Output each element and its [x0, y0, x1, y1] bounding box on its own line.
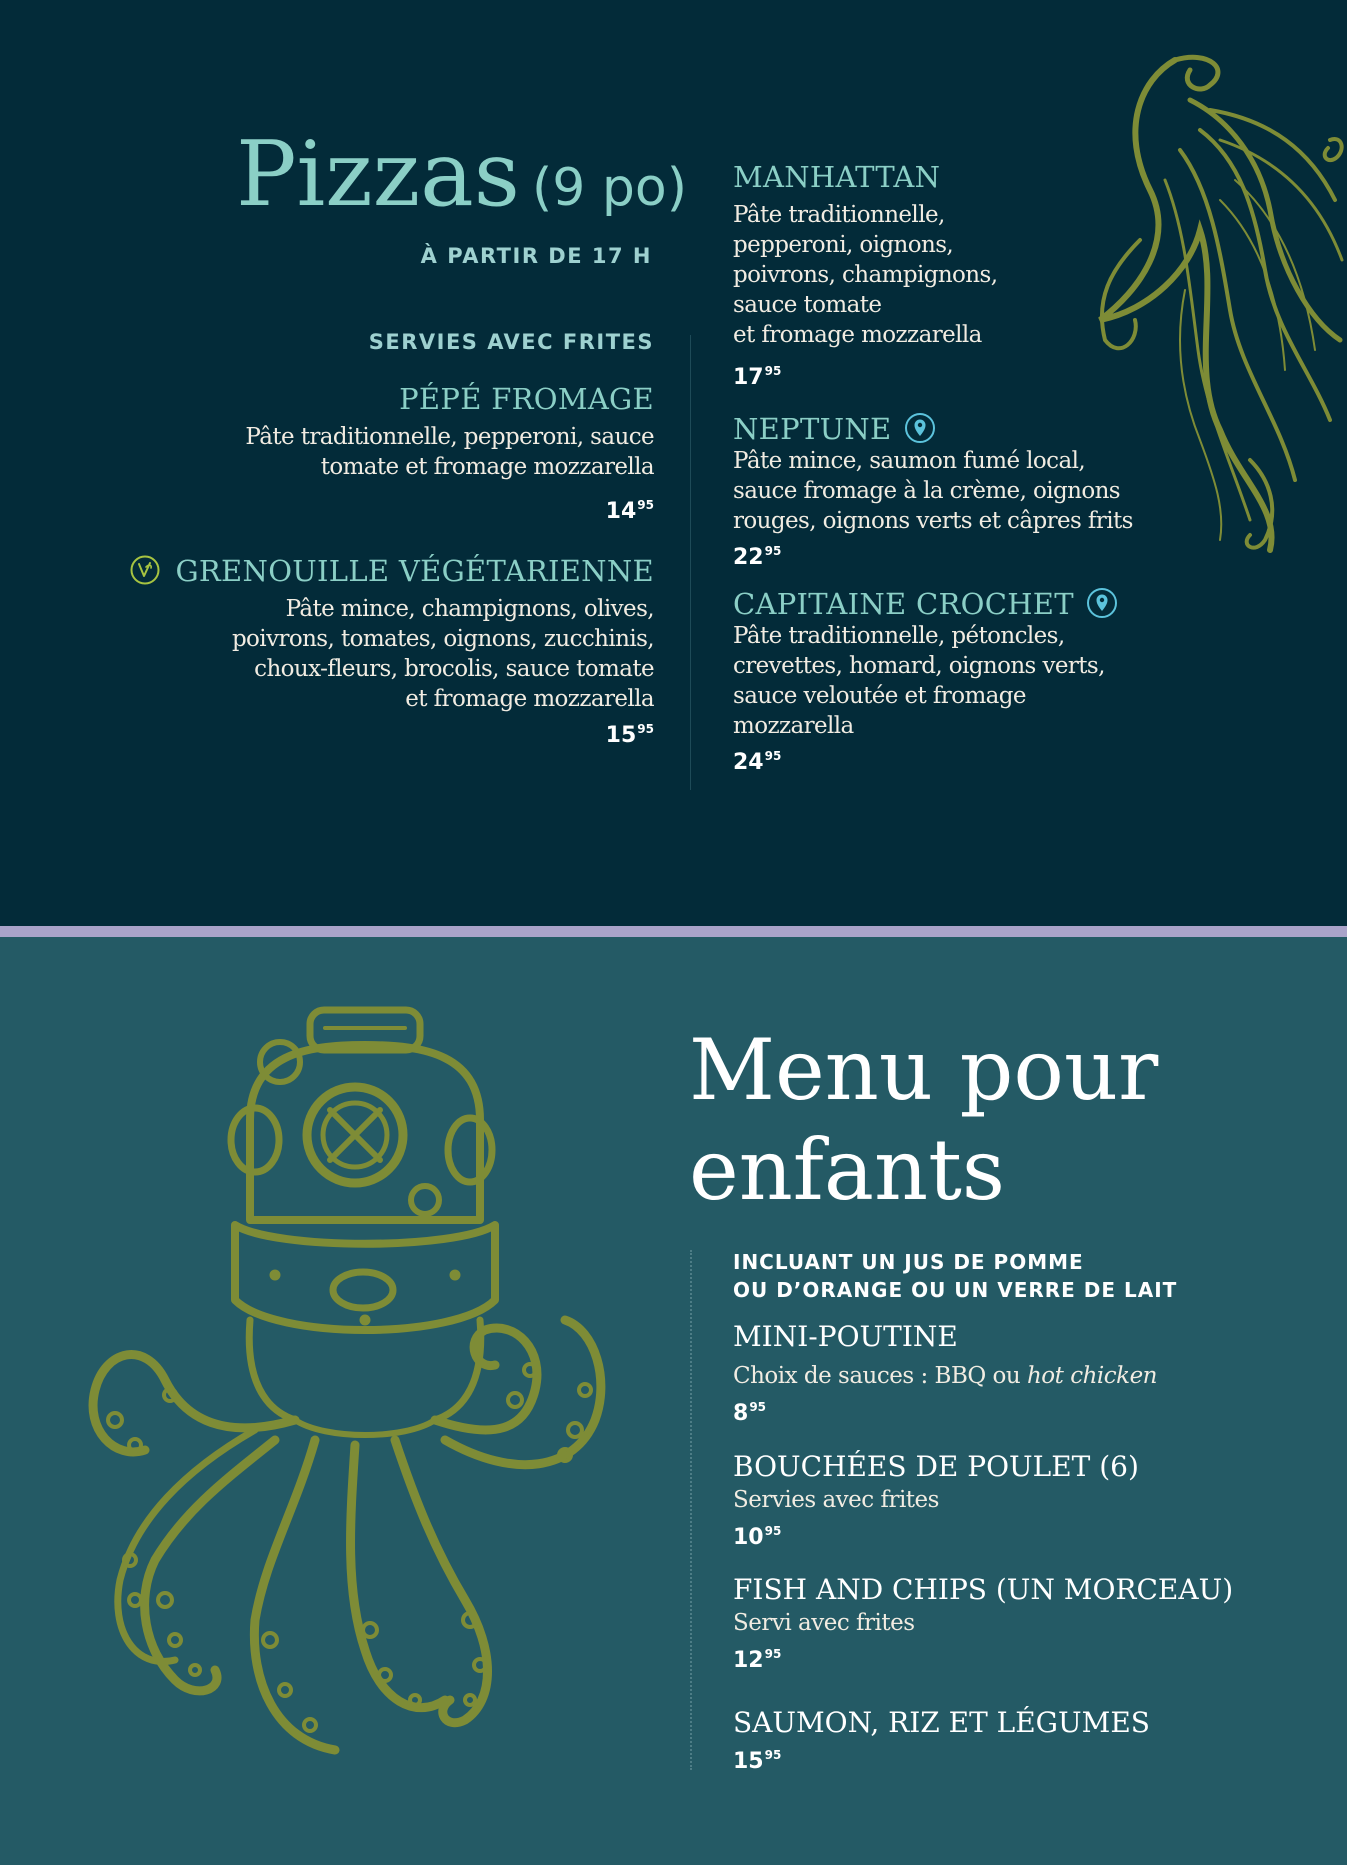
item-desc: sauce tomate [733, 292, 882, 318]
menu-item [733, 587, 1118, 778]
item-name: GRENOUILLE VÉGÉTARIENNE [175, 554, 654, 588]
item-price: $15^{95}$ [605, 722, 654, 748]
item-name: FISH AND CHIPS (UN MORCEAU) [733, 1573, 1234, 1606]
item-desc: crevettes, homard, oignons verts, [733, 653, 1105, 679]
vegetarian-icon [129, 554, 161, 586]
pizzas-availability: À PARTIR DE 17 H [420, 244, 652, 268]
item-desc: choux-fleurs, brocolis, sauce tomate [254, 656, 654, 682]
item-desc: poivrons, champignons, [733, 262, 998, 288]
item-desc: Pâte traditionnelle, pepperoni, sauce [245, 424, 654, 450]
pizzas-size: (9 po) [531, 158, 687, 218]
pizzas-title [235, 122, 687, 227]
item-desc: et fromage mozzarella [733, 322, 982, 348]
octopus-diver-illustration [75, 1000, 615, 1770]
kids-menu-item [733, 1450, 1139, 1553]
menu-item [733, 412, 1133, 573]
item-desc: pepperoni, oignons, [733, 232, 954, 258]
item-name-row [733, 587, 1118, 621]
item-name: MANHATTAN [733, 160, 941, 194]
item-desc: sauce veloutée et fromage [733, 683, 1026, 709]
item-price: $15^{95}$ [733, 1748, 782, 1774]
kids-title-line1: Menu pour [689, 1021, 1159, 1119]
item-desc: poivrons, tomates, oignons, zucchinis, [231, 626, 654, 652]
item-name: PÉPÉ FROMAGE [399, 382, 654, 416]
item-desc: Pâte mince, saumon fumé local, [733, 448, 1086, 474]
item-desc: mozzarella [733, 713, 854, 739]
item-name: BOUCHÉES DE POULET (6) [733, 1450, 1139, 1483]
item-desc: sauce fromage à la crème, oignons [733, 478, 1120, 504]
item-name-row [733, 412, 1133, 446]
pizzas-served-with: SERVIES AVEC FRITES [368, 330, 654, 354]
item-desc: Servi avec frites [733, 1610, 915, 1636]
item-desc: et fromage mozzarella [405, 686, 654, 712]
kids-menu-item [733, 1573, 1233, 1676]
item-price: $12^{95}$ [733, 1647, 782, 1673]
kids-menu-title [689, 1020, 1158, 1220]
pizzas-section [0, 0, 1347, 926]
kids-title-line2: enfants [689, 1121, 1005, 1219]
item-desc: Pâte traditionnelle, [733, 202, 945, 228]
item-name: NEPTUNE [733, 412, 892, 446]
item-desc: Choix de sauces : BBQ ou hot chicken [733, 1363, 1157, 1389]
item-desc: tomate et fromage mozzarella [320, 454, 654, 480]
local-product-icon [904, 412, 936, 444]
item-desc: rouges, oignons verts et câpres frits [733, 508, 1133, 534]
item-desc: Pâte mince, champignons, olives, [285, 596, 654, 622]
column-divider [690, 335, 691, 790]
item-price: $22^{95}$ [733, 544, 782, 570]
item-price: $14^{95}$ [605, 498, 654, 524]
kids-menu-item [733, 1320, 1157, 1429]
item-price: $17^{95}$ [733, 364, 782, 390]
item-name: MINI-POUTINE [733, 1320, 958, 1353]
item-name-row [129, 554, 654, 588]
section-divider [0, 926, 1347, 937]
local-product-icon [1086, 587, 1118, 619]
menu-item [245, 382, 654, 527]
item-name: SAUMON, RIZ ET LÉGUMES [733, 1706, 1150, 1739]
item-name: CAPITAINE CROCHET [733, 587, 1074, 621]
item-desc: Pâte traditionnelle, pétoncles, [733, 623, 1065, 649]
item-price: $10^{95}$ [733, 1524, 782, 1550]
item-price: $24^{95}$ [733, 749, 782, 775]
kids-menu-item [733, 1706, 1150, 1777]
menu-item [733, 160, 997, 393]
item-desc: Servies avec frites [733, 1487, 939, 1513]
item-price: $8^{95}$ [733, 1400, 767, 1426]
kids-column-divider [690, 1250, 692, 1770]
pizzas-title-text: Pizzas [235, 122, 520, 227]
menu-item [129, 554, 654, 751]
kids-menu-note: INCLUANT UN JUS DE POMME OU D’ORANGE OU UN VERRE DE LAIT [733, 1250, 1178, 1302]
